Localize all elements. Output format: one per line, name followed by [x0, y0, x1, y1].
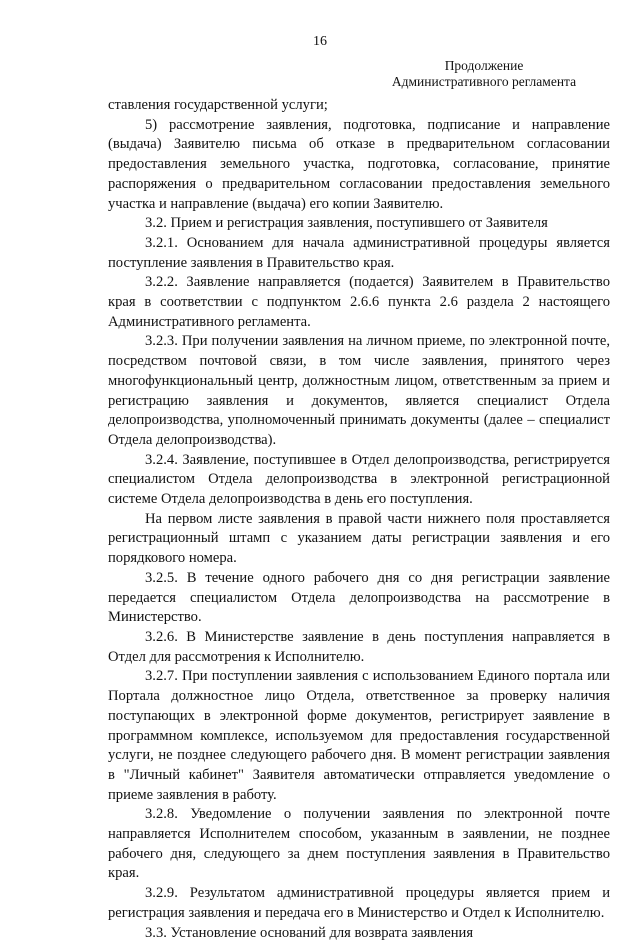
paragraph-3-2-7: 3.2.7. При поступлении заявления с использованием Единого портала или Портала должностное лицо Отдела, ответственное за проверку наличия поступающих в электронной форме документов, регистрирует заявление в программном комплексе, используемом для предоставления государственной услуги, не позднее следующего рабочего дня. В момент регистрации заявления в "Личный кабинет" Заявителя автоматически отправляется уведомление о приеме заявления в работу. — [108, 668, 610, 803]
section-heading-3-2: 3.2. Прием и регистрация заявления, поступившего от Заявителя — [145, 215, 548, 232]
page-number: 16 — [313, 34, 327, 49]
paragraph-3-2-4: 3.2.4. Заявление, поступившее в Отдел делопроизводства, регистрируется специалистом Отдела делопроизводства в электронной регистрационной системе Отдела делопроизводства в день его поступления. — [108, 451, 610, 508]
regulation-label: Административного регламента — [391, 74, 577, 89]
paragraph-item-5: 5) рассмотрение заявления, подготовка, подписание и направление (выдача) Заявителю письма об отказе в предварительном согласовании предоставления земельного участка, подготовка, согласование, принятие распоряжения о предварительном согласовании предоставления земельного участка и направление (выдача) его копии Заявителю. — [108, 116, 610, 212]
body-text — [108, 96, 610, 943]
paragraph-3-2-1: 3.2.1. Основанием для начала административной процедуры является поступление заявления в Правительство края. — [108, 234, 610, 271]
paragraph-registration-stamp: На первом листе заявления в правой части нижнего поля проставляется регистрационный штамп с указанием даты регистрации заявления и его порядкового номера. — [108, 510, 610, 567]
paragraph-3-2-3: 3.2.3. При получении заявления на личном приеме, по электронной почте, посредством почтовой связи, в том числе заявления, принятого через многофункциональный центр, должностным лицом, ответственным за прием и регистрацию заявления и документов, является специалист Отдела делопроизводства, уполномоченный принимать документы (далее – специалист Отдела делопроизводства). — [108, 333, 610, 448]
section-heading-3-3: 3.3. Установление оснований для возврата заявления — [145, 924, 474, 941]
paragraph-continued: ставления государственной услуги; — [108, 97, 328, 113]
paragraph-3-2-2: 3.2.2. Заявление направляется (подается) Заявителем в Правительство края в соответствии с подпунктом 2.6.6 пункта 2.6 раздела 2 настоящего Административного регламента. — [108, 274, 610, 330]
paragraph-3-2-9: 3.2.9. Результатом административной процедуры является прием и регистрация заявления и передача его в Министерство и Отдел к Исполнителю. — [108, 885, 610, 921]
paragraph-3-2-6: 3.2.6. В Министерстве заявление в день поступления направляется в Отдел для рассмотрения к Исполнителю. — [108, 628, 610, 665]
continuation-label: Продолжение — [444, 58, 524, 73]
paragraph-3-2-5: 3.2.5. В течение одного рабочего дня со дня регистрации заявление передается специалистом Отдела делопроизводства на рассмотрение в Министерство. — [108, 569, 610, 626]
continuation-header — [364, 58, 604, 90]
paragraph-3-2-8: 3.2.8. Уведомление о получении заявления по электронной почте направляется Исполнителем способом, указанным в заявлении, не позднее рабочего дня, следующего за днем поступления заявления в Правительство края. — [108, 806, 610, 882]
